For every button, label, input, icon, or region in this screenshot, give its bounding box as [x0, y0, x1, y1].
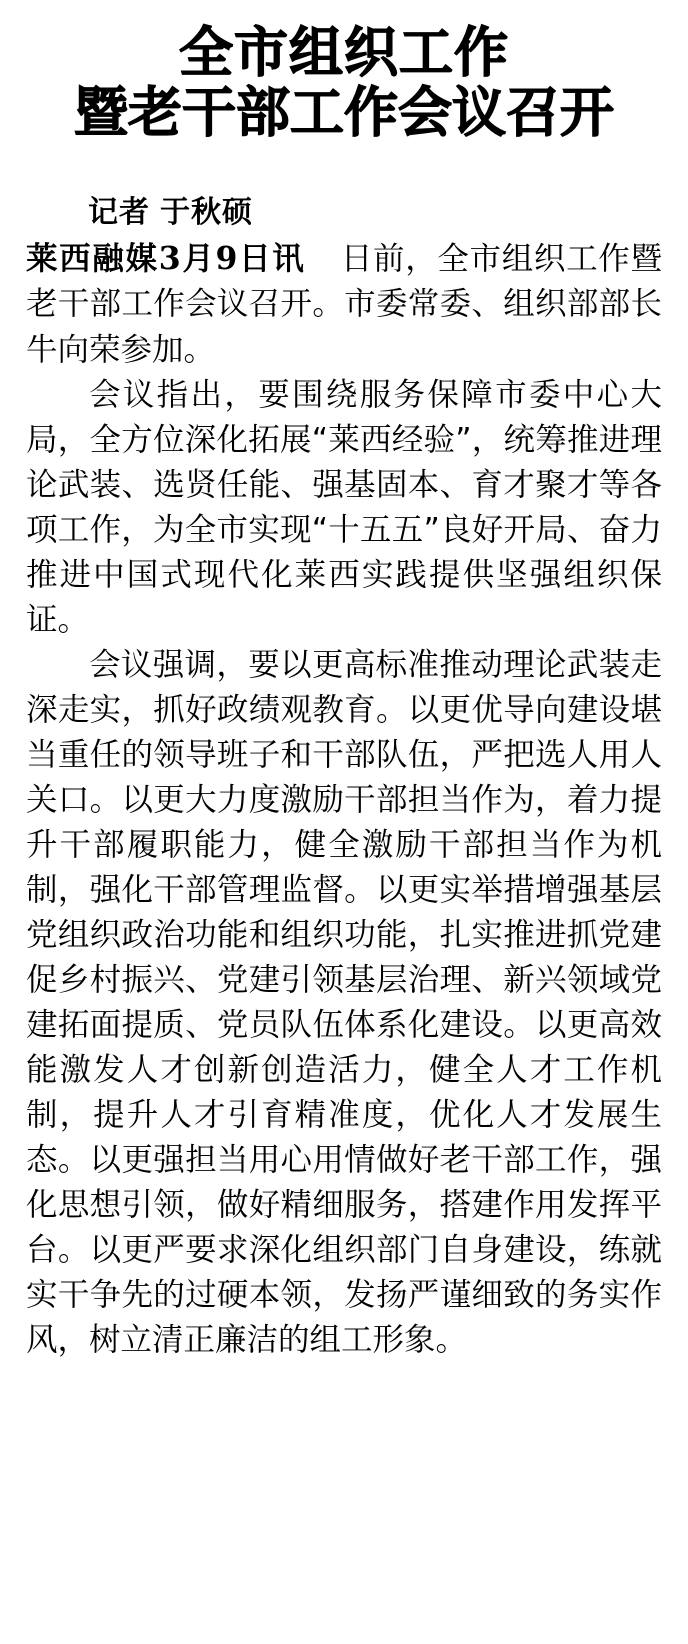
paragraph-2: 会议指出，要围绕服务保障市委中心大局，全方位深化拓展“莱西经验”，统筹推进理论武装、选贤任能、强基固本、育才聚才等各项工作，为全市实现“十五五”良好开局、奋力推进中国式现代化莱西实践提供坚强组织保证。 [26, 376, 662, 638]
article-body [14, 236, 674, 1363]
headline-line-2: 暨老干部工作会议召开 [74, 80, 614, 145]
page-title [14, 22, 674, 143]
dateline: 莱西融媒3月9日讯 [26, 240, 306, 278]
headline-line-1: 全市组织工作 [179, 20, 509, 84]
byline [28, 191, 660, 235]
paragraph-1-text: 日前，全市组织工作暨老干部工作会议召开。市委常委、组织部部长牛向荣参加。 [26, 241, 662, 368]
byline-block [14, 191, 674, 235]
reporter-label: 记者 [88, 194, 150, 230]
paragraph-3: 会议强调，要以更高标准推动理论武装走深走实，抓好政绩观教育。以更优导向建设堪当重任的领导班子和干部队伍，严把选人用人关口。以更大力度激励干部担当作为，着力提升干部履职能力，健全激励干部担当作为机制，强化干部管理监督。以更实举措增强基层党组织政治功能和组织功能，扎实推进抓党建促乡村振兴、党建引领基层治理、新兴领域党建拓面提质、党员队伍体系化建设。以更高效能激发人才创新创造活力，健全人才工作机制，提升人才引育精准度，优化人才发展生态。以更强担当用心用情做好老干部工作，强化思想引领，做好精细服务，搭建作用发挥平台。以更严要求深化组织部门自身建设，练就实干争先的过硬本领，发扬严谨细致的务实作风，树立清正廉洁的组工形象。 [26, 646, 662, 1359]
paragraph-1 [26, 236, 662, 372]
reporter-name: 于秋硕 [160, 194, 253, 230]
